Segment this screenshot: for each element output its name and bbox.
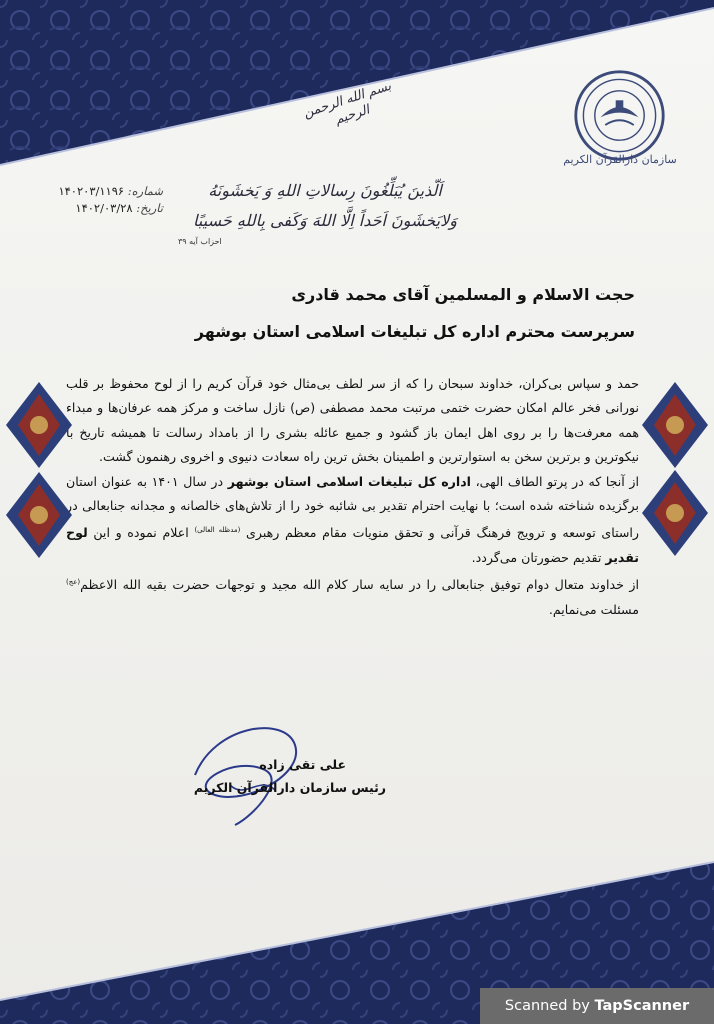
reference-block <box>33 183 163 217</box>
ref-number-row <box>33 183 163 200</box>
ornament-left-bottom-icon <box>4 470 74 560</box>
p2-text-c: در سال ۱۴۰۱ به عنوان استان برگزیده شناخته شده است؛ با نهایت احترام تقدیر بی شائبه خود را از تلاش‌های خالصانه و مجدانه جنابعالی در راستای توسعه و ترویج فرهنگ قرآنی و تحقق منویات مقام معظم رهبری <box>66 473 640 541</box>
body-paragraph-1: حمد و سپاس بی‌کران، خداوند سبحان را که از سر لطف بی‌مثال خود قرآن کریم را از لوح محفوظ بر قلب نورانی فخر عالم امکان حضرت ختمی مرتبت محمد مصطفی (ص) نازل ساخت و مرکز همه عرفان‌ها و مبداء همه معرفت‌ها را بر روی اهل ایمان باز گشود و جمیع عائله بشری را از بامداد رسالت تا همیشه تاریخ با نیکوترین و برترین سخن به استوارترین و اطمینان بخش ترین راه سعادت دنیوی و اخروی رهنمون گشت. <box>66 376 639 465</box>
body-paragraph-3 <box>66 570 639 622</box>
p2-text-a: از آنجا که در پرتو الطاف الهی، <box>470 473 639 489</box>
body-paragraph-2 <box>66 470 639 571</box>
ref-number: ۱۴۰۲۰۳/۱۱۹۶ <box>58 184 125 198</box>
signatory-name: علی تقی زاده <box>259 757 346 772</box>
p3-text-b: مسئلت می‌نمایم. <box>548 602 639 618</box>
letter-body <box>66 372 639 622</box>
scanner-brand: TapScanner <box>594 998 690 1014</box>
ornament-right-top-icon <box>640 380 710 470</box>
verse-line-1: اَلّذینَ یُبَلِّغُونَ رِسالاتِ اللهِ وَ یَخشَونَهُ <box>208 181 442 200</box>
p2-text-f: تقدیم حضورتان می‌گردد. <box>471 550 606 566</box>
verse-reference: احزاب آیه ۳۹ <box>178 237 222 246</box>
p2-plaque-bold: لوح تقدیر <box>66 525 639 566</box>
scanner-prefix: Scanned by <box>504 998 595 1014</box>
signatory-title: رئیس سازمان دارالقرآن الکریم <box>193 780 386 795</box>
p3-honorific: (عج) <box>66 578 81 587</box>
basmala: بسم الله الرحمن الرحیم <box>301 78 394 128</box>
scanner-watermark-badge <box>480 988 714 1024</box>
ref-number-label: شماره: <box>127 184 163 198</box>
ornament-left-top-icon <box>4 380 74 470</box>
p2-text-d: اعلام نموده و این <box>87 525 195 541</box>
ref-date-label: تاریخ: <box>136 201 163 215</box>
quran-verse <box>170 176 480 236</box>
org-name: سازمان دارالقرآن الکریم <box>563 153 677 166</box>
ornament-right-bottom-icon <box>640 468 710 558</box>
addressee-title: سرپرست محترم اداره کل تبلیغات اسلامی استان بوشهر <box>194 322 635 341</box>
org-emblem-icon <box>572 68 667 163</box>
ref-date: ۱۴۰۲/۰۳/۲۸ <box>75 201 133 215</box>
p3-text-a: از خداوند متعال دوام توفیق جنابعالی را در سایه سار کلام الله مجید و توجهات حضرت بقیه الله الاعظم <box>80 577 639 593</box>
p2-honorific: (مدظله العالی) <box>194 526 241 535</box>
p2-org-bold: اداره کل تبلیغات اسلامی استان بوشهر <box>227 473 471 489</box>
addressee-name: حجت الاسلام و المسلمین آقای محمد قادری <box>291 285 635 304</box>
ref-date-row <box>33 200 163 217</box>
signature-block <box>126 757 386 795</box>
verse-line-2: وَلایَخشَونَ اَحَداً اِلَّا اللهَ وَکَفی بِاللهِ حَسیبًا <box>193 211 457 230</box>
